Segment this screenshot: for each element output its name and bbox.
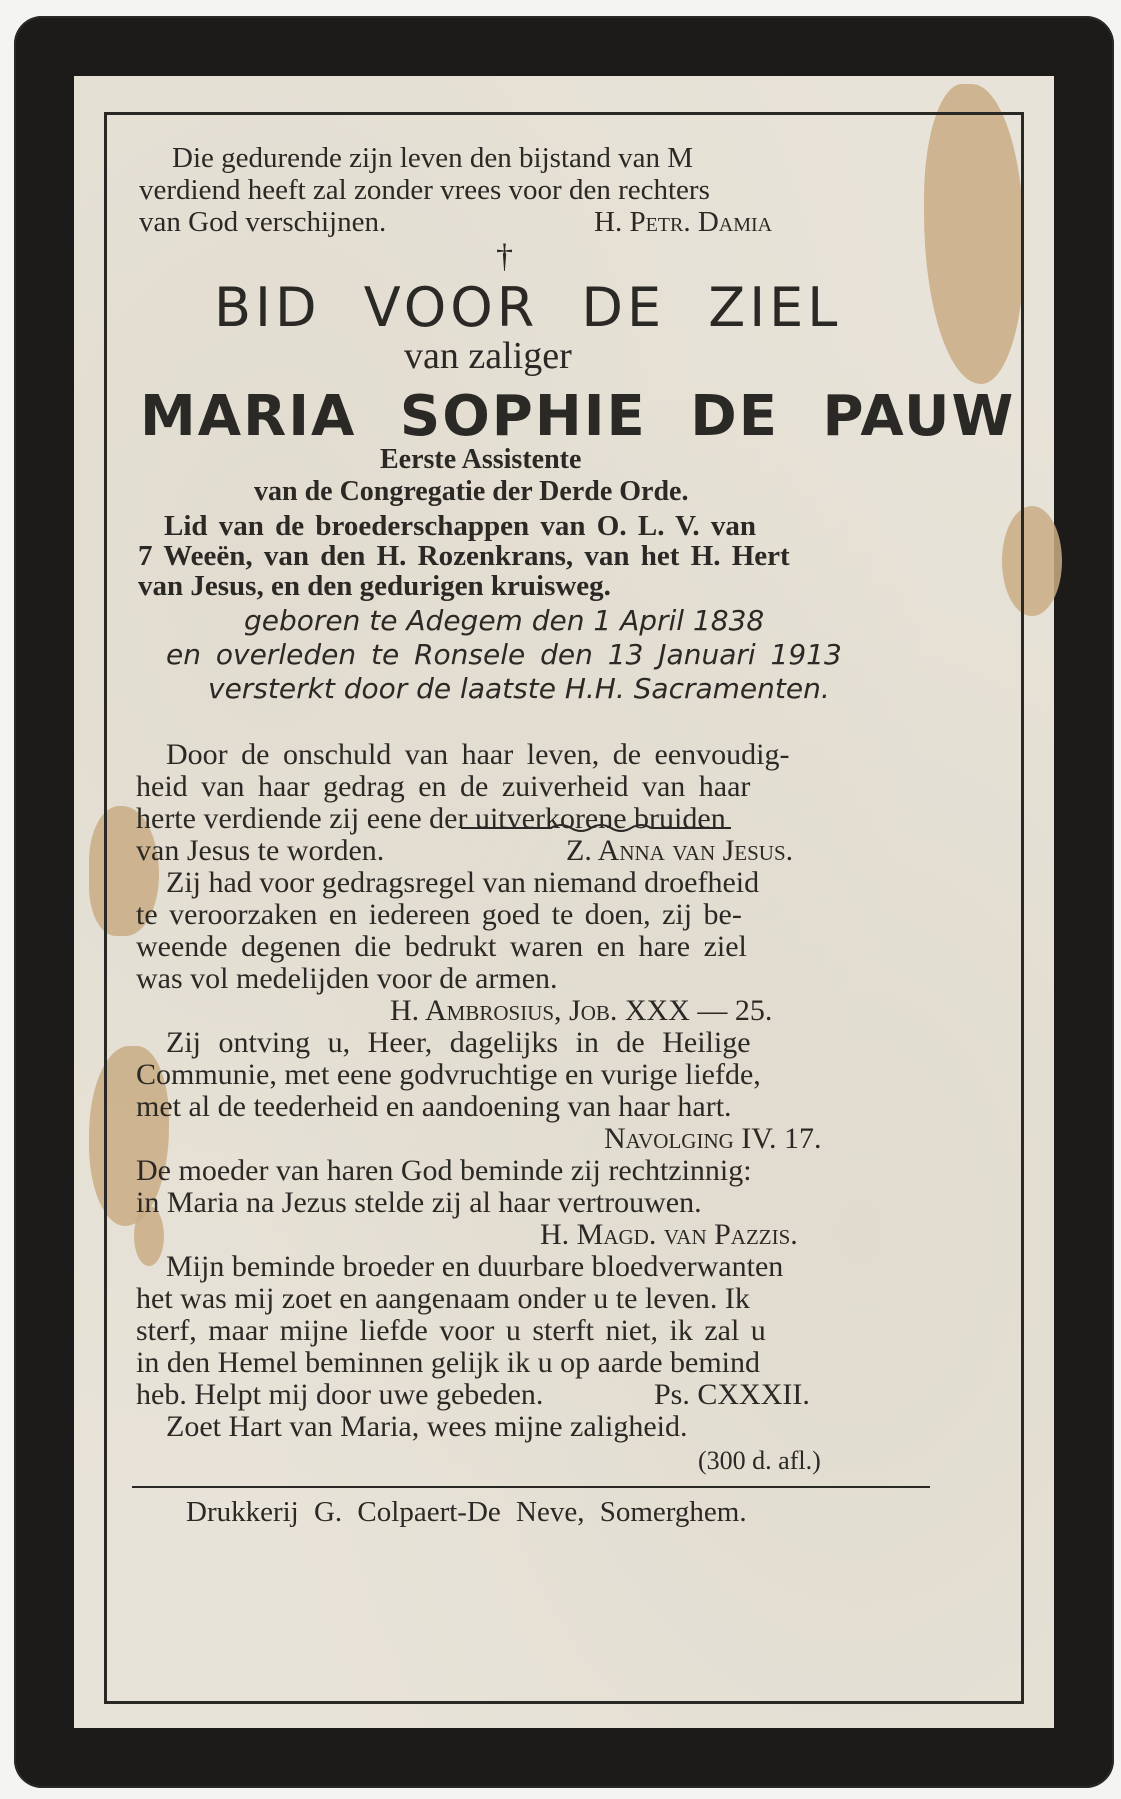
body-line: met al de teederheid en aandoening van haar hart.: [136, 1090, 732, 1123]
membership-line: van Jesus, en den gedurigen kruisweg.: [138, 570, 611, 602]
body-attribution: Z. Anna van Jesus.: [566, 834, 794, 867]
body-line: sterf, maar mijne liefde voor u sterft niet, ik zal u: [136, 1314, 766, 1347]
body-line: in Maria na Jezus stelde zij al haar vertrouwen.: [136, 1186, 702, 1219]
death-line: en overleden te Ronsele den 13 Januari 1913: [166, 638, 842, 671]
membership-line: Lid van de broederschappen van O. L. V. van: [164, 510, 757, 542]
body-line: het was mij zoet en aangenaam onder u te leven. Ik: [136, 1282, 750, 1315]
card-paper: [74, 76, 1054, 1728]
indulgence-note: (300 d. afl.): [698, 1446, 821, 1475]
body-line: Zij ontving u, Heer, dagelijks in de Heilige: [166, 1026, 751, 1059]
body-line: weende degenen die bedrukt waren en hare ziel: [136, 930, 747, 963]
role-line: van de Congregatie der Derde Orde.: [254, 476, 689, 507]
body-line: De moeder van haren God beminde zij rechtzinnig:: [136, 1154, 752, 1187]
role-line: Eerste Assistente: [380, 444, 582, 475]
epigraph-attribution: H. Petr. Damia: [594, 206, 773, 238]
heading-title: BID VOOR DE ZIEL: [214, 276, 842, 339]
body-line: Mijn beminde broeder en duurbare bloedverwanten: [166, 1250, 784, 1283]
epigraph-line: van God verschijnen.: [139, 206, 387, 238]
body-line: Communie, met eene godvruchtige en vurige liefde,: [136, 1058, 761, 1091]
body-line: Door de onschuld van haar leven, de eenvoudig-: [166, 738, 790, 771]
body-line: in den Hemel beminnen gelijk ik u op aarde bemind: [136, 1346, 760, 1379]
body-line: Zoet Hart van Maria, wees mijne zaligheid.: [166, 1410, 688, 1443]
body-line: te veroorzaken en iedereen goed te doen, zij be-: [136, 898, 742, 931]
footer-rule: [132, 1486, 930, 1488]
body-attribution: Navolging IV. 17.: [604, 1122, 822, 1155]
epigraph-line: verdiend heeft zal zonder vrees voor den rechters: [139, 174, 710, 206]
body-line: heb. Helpt mij door uwe gebeden.: [136, 1378, 544, 1411]
body-line: herte verdiende zij eene der uitverkorene bruiden: [136, 802, 726, 835]
body-line: Zij had voor gedragsregel van niemand droefheid: [166, 866, 760, 899]
memorial-card: [14, 16, 1114, 1788]
body-line: heid van haar gedrag en de zuiverheid van haar: [136, 770, 751, 803]
birth-line: geboren te Adegem den 1 April 1838: [244, 604, 765, 637]
deceased-name: MARIA SOPHIE DE PAUW: [140, 384, 1016, 449]
cross-icon: †: [496, 238, 513, 275]
heading-subtitle: van zaliger: [404, 335, 572, 377]
body-line: van Jesus te worden.: [136, 834, 385, 867]
body-line: was vol medelijden voor de armen.: [136, 962, 558, 995]
printer-credit: Drukkerij G. Colpaert-De Neve, Somerghem.: [186, 1496, 747, 1528]
sacraments-line: versterkt door de laatste H.H. Sacramenten.: [208, 672, 830, 705]
body-attribution: H. Ambrosius, Job. XXX — 25.: [390, 994, 773, 1027]
epigraph-line: Die gedurende zijn leven den bijstand van M: [172, 142, 694, 174]
body-attribution: Ps. CXXXII.: [654, 1378, 810, 1411]
membership-line: 7 Weeën, van den H. Rozenkrans, van het H. Hert: [138, 540, 790, 572]
body-attribution: H. Magd. van Pazzis.: [540, 1218, 798, 1251]
